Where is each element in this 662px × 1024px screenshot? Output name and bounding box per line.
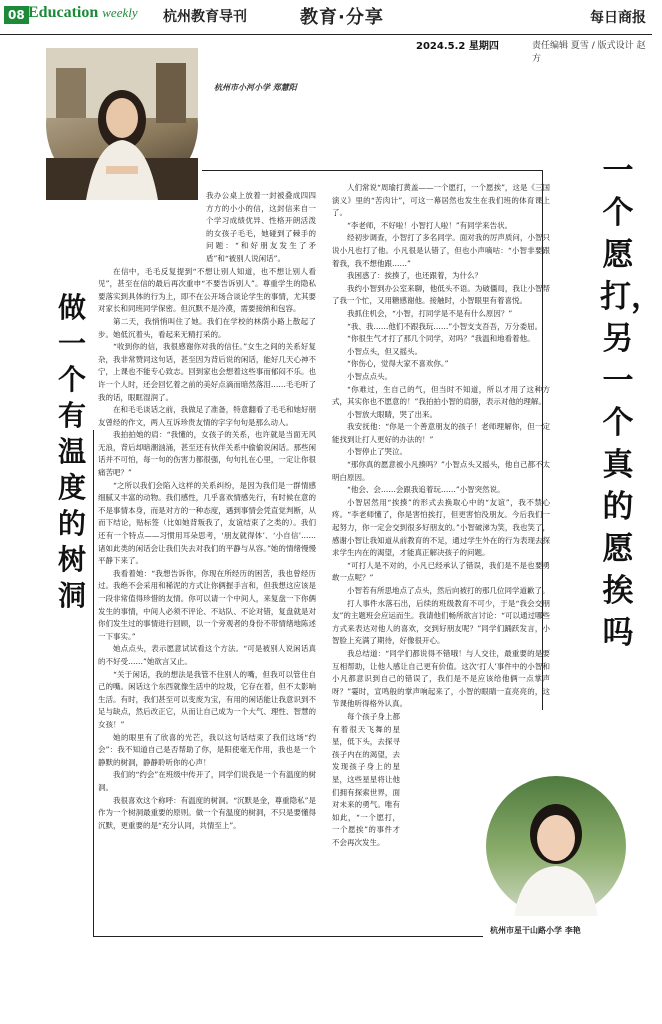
paragraph: 小智若有所思地点了点头，然后向被打的那几位同学道歉了。	[347, 586, 550, 595]
paragraph: 打人事件水落石出，后续的班级教育不可少，于是“我会交朋友”的主题班会应运而生。我请他们畅所欲言讨论：“可以通过哪些方式来表达对他人的喜欢，交到好朋友呢？”同学们踊跃发言，小智脸上充满了期待，好像很开心。	[332, 598, 550, 646]
paragraph: 我约小智到办公室来聊，他低头不语。为破僵局，我让小智帮了我一个忙，又用糖感谢他。接触时，小智眼里有着喜悦。	[332, 283, 550, 306]
editors-credit: 责任编辑 夏雪 / 版式设计 赵方	[532, 41, 646, 64]
paragraph: “关于闲话，我的想法是我管不住别人的嘴，但我可以管住自己的嘴。闲话这个东西就像生活中的垃圾，它存在着，但不太影响生活。有时，我们甚至可以变废为宝，有用的闲话能让我意识到不足与缺点，然后改正它，从而让自己成为一个大气、理性、智慧的女孩！”	[98, 669, 316, 729]
weekly-label: weekly	[102, 5, 138, 20]
edu-label: Education	[28, 4, 99, 21]
newspaper-brand: 每日商报	[590, 10, 646, 26]
paragraph: 人们常说“周瑜打黄盖——一个愿打，一个愿挨”，这是《三国演义》里的“苦肉计”，可这一幕居然也发生在我们班的体育课上了。	[332, 183, 550, 218]
paragraph: 我困惑了：挨揍了，也还跟着，为什么？	[347, 271, 482, 281]
paragraph: “那你真的愿意被小凡揍吗？”小智点头又摇头，他自己都不太明白原因。	[332, 460, 550, 482]
author-photo-2	[486, 776, 626, 916]
paragraph: 小智放大眼睛，哭了出来。	[347, 409, 437, 419]
paragraph: 她点点头，表示愿意试试看这个方法。“可是被别人说闲话真的不好受……”她欲言又止。	[98, 644, 316, 666]
paragraph: 第二天，我悄悄叫住了她。我们在学校的林荫小路上散起了步。她低沉着头，看起来无精打采的。	[98, 316, 316, 339]
paragraph: 在信中，毛毛反复提到“不想让别人知道，也不想让别人看见”，甚至在信的最后再次重申“不要告诉别人”。尊重学生的隐私要落实到具体的行为上，即不在公开场合谈论学生的事情，尤其要对家长和同班同学保密。但沉默不是冷漠，需要接纳和包容。	[98, 266, 316, 314]
paragraph: “你很生气才打了那几个同学，对吗？”我温和地看着他。	[347, 334, 535, 344]
paragraph: “可打人是不对的，小凡已经承认了错误，我们是不是也要勇敢一点呢？”	[332, 560, 550, 583]
article1-title: 做一个有温度的树洞	[57, 291, 86, 612]
paragraph: 我抓住机会，“小智，打同学是不是有什么原因？”	[347, 308, 513, 318]
paragraph: 我看着她：“我想告诉你，你现在所经历的困苦，我也曾经历过。我绝不会采用和稀泥的方式让你俩握手言和，但我想这应该是一段非常值得珍惜的友情。你可以请一个中间人，来复盘一下你俩发生的事情，中间人必须不评论、不站队、不论对错，复盘就是对你们发生过的事情进行回顾，以一个旁观者的身份不带情绪地陈述一下事实。”	[98, 568, 316, 641]
section-title: 教育·分享	[300, 7, 384, 28]
paragraph: “李老师，不好啦！小智打人啦！”有同学来告状。	[347, 220, 513, 230]
issue-date: 2024.5.2 星期四	[416, 41, 499, 52]
author-caption-2: 杭州市星干山路小学 李艳	[490, 926, 581, 935]
paragraph: 我总结道：“同学们都说得不错哦！与人交往，最重要的是要互相帮助，让他人感让自己更有价值。这次‘打人’事件中的小智和小凡都意识到自己的错误了，我们是不是应该给他俩一点掌声呀？”霎时，宣鸣般的掌声响起来了，小智的眼睛一直亮亮的，这节课他听得格外认真。	[332, 648, 550, 709]
page-header	[0, 0, 652, 35]
paragraph: 我拍拍她的肩：“我懂的，女孩子的关系，也许就是当面无风无浪，背后却暗潮汹涌，甚至还有伙伴关系中偷偷说闲话。那些闲话并不可怕，每一句的伤害力都很强，句句扎在心里，一定让你很痛苦吧？”	[98, 430, 316, 478]
page-number: 08	[4, 6, 29, 24]
paragraph: 每个孩子身上都有着很天飞舞的星星，低下头，去探寻孩子内在的渴望，去发现孩子身上的星星，这些星星将让他们拥有探索世界，面对未来的勇气。唯有如此，“一个愿打，一个愿挨”的事件才不会再次发生。	[332, 711, 400, 847]
paragraph: 小智点头，但又摇头。	[347, 346, 422, 356]
article2-title: 一个愿打，另一个真的愿挨吗	[600, 153, 662, 651]
paragraph: 她的眼里有了欣喜的光芒，我以这句话结束了我们这场“约会”：我不知道自己是否帮助了你，是阳使毫无作用，我也是一个静默的树洞，静静聆听你的心声！	[98, 732, 316, 767]
author-photo-1	[46, 48, 198, 200]
divider-line	[93, 430, 94, 936]
paragraph: 小智点点头。	[347, 371, 392, 381]
paragraph: 我很喜欢这个称呼：有温度的树洞。“沉默是金，尊重隐私”是作为一个树洞最重要的原则。做一个有温度的树洞，不只是要懂得沉默，更重要的是“充分认同，共情至上”。	[98, 795, 316, 830]
edu-weekly-logo	[28, 4, 138, 22]
paragraph: 在和毛毛谈话之前，我做足了准备，特意翻看了毛毛和她好朋友曾经的作文，两人互诉珍贵友情的字字句句是那么动人。	[98, 405, 316, 427]
paragraph: “收到你的信，我很感谢你对我的信任。”女生之间的关系好复杂，我非常赞同这句话，甚至因为背后说的闲话，能好几天心神不宁，上课也不能专心致志。回到家也会想着这些事而郁闷不乐。也许一个人时，还会回忆着之前的美好点滴而暗然落泪……毛毛听了我的话，眼眶湿润了。	[98, 342, 316, 402]
article1-body	[98, 190, 316, 932]
guide-title: 杭州教育导刊	[163, 9, 247, 25]
paragraph: 我安抚他：“你是一个善意朋友的孩子！老师理解你，但一定能找到让打人更好的办法的！”	[332, 422, 550, 444]
paragraph: 经初步调查，小智打了多名同学。面对我的厉声质问，小智只说小凡也打了他。小凡很是认错了，但也小声嘀咕：“小智非要跟着我，我不想他跟……”	[332, 233, 550, 268]
paragraph: 小智居然用“挨揍”的形式去换取心中的“友谊”，我不禁心疼。“李老师懂了，你是害怕挨打，但更害怕没朋友。今后我们一起努力，你一定会交到很多好朋友的。”小智破涕为笑，我也笑了，感谢小智让我知道从前教育的不足，通过学生外在的行为表现去探求学生内在的渴望，才能真正解决孩子的问题。	[332, 497, 550, 558]
divider-line	[93, 936, 483, 937]
paragraph: “之所以我们会陷入这样的关系纠纷，是因为我们是一群情感细腻又丰富的动物。我们感性，几乎喜欢情感先行，有时候在意的不是事情本身，而是对方的一种态度，遇到事情会凭直觉判断，从而下结论，贴标签（比如她背叛我了，友谊结束了之类的）。我们还有一个特点——习惯用耳朵思考，‘朋友就得体’、‘小自信’……诸如此类的闲话会让我们失去对我们的平静与从容。”她的情绪慢慢平静下来了。	[98, 480, 316, 566]
paragraph: 我们的“约会”在班级中传开了，同学们说我是一个有温度的树洞。	[98, 770, 316, 792]
paragraph: “我、我……他们不跟我玩……”小智支支吾吾，万分委屈。	[347, 321, 543, 331]
paragraph: 我办公桌上放着一封被叠成四四方方的小小的信，这封信来自一个学习成绩优异、性格开朗活泼的女孩子毛毛，她碰到了棘手的问题：“和好朋友发生了矛盾”和“被别人说闲话”。	[206, 191, 316, 263]
paragraph: 小智停止了哭泣。	[347, 447, 407, 457]
paragraph: “你难过，生自己的气，但当时不知道，所以才用了这种方式，其实你也不愿意的！”我拍拍小智的肩膀，表示对他的理解。	[332, 384, 550, 407]
paragraph: “他会、会……会跟我追着玩……”小智突然说。	[347, 485, 505, 495]
paragraph: “你伤心，觉得大家不喜欢你。”	[347, 359, 449, 369]
divider-line	[202, 170, 542, 171]
author-caption-1: 杭州市小河小学 郑慧阳	[214, 82, 297, 92]
